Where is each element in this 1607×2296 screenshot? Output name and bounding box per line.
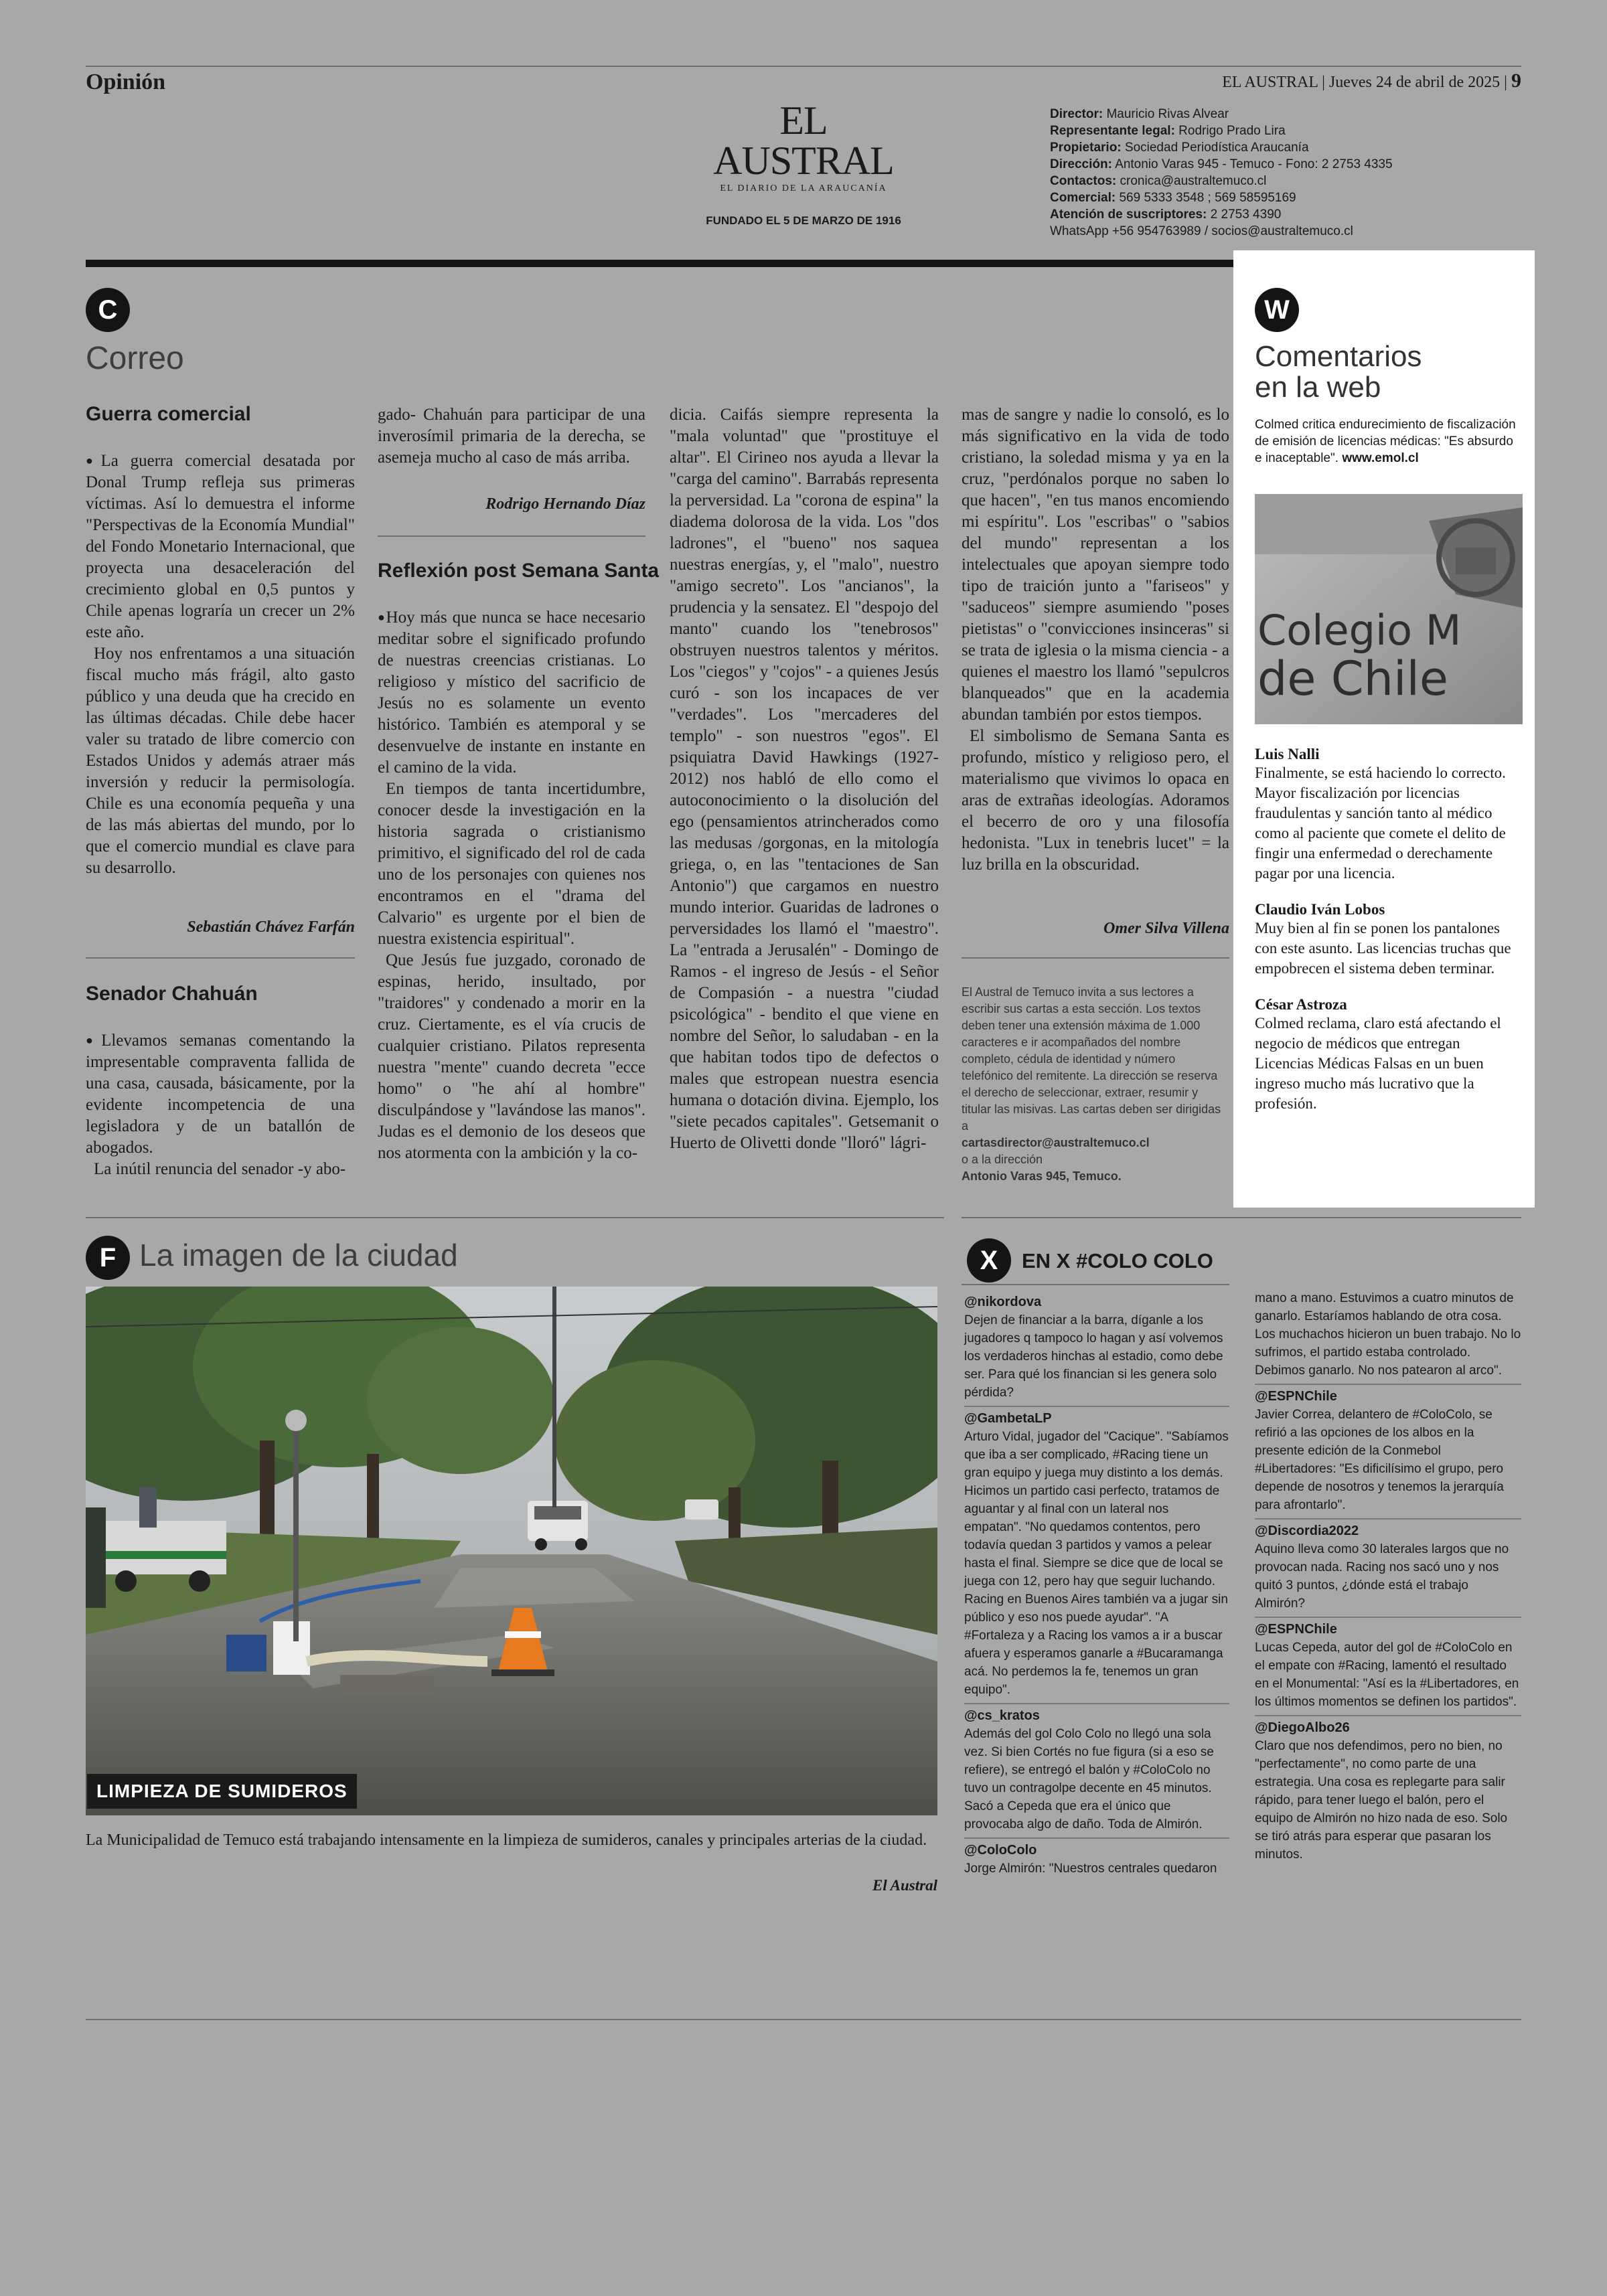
x-handle[interactable]: @cs_kratos	[964, 1708, 1040, 1723]
image-sign-line: de Chile	[1257, 651, 1448, 706]
commenter-name: Luis Nalli	[1255, 746, 1320, 762]
x-handle[interactable]: @Discordia2022	[1255, 1524, 1359, 1538]
letters-email[interactable]: cartasdirector@australtemuco.cl	[962, 1136, 1150, 1149]
founded-line: FUNDADO EL 5 DE MARZO DE 1916	[706, 214, 901, 227]
comment-text: Finalmente, se está haciendo lo correcto. Mayor fiscalización por licencias fraudulentas y sanción tanto al médico como al paciente que comete el delito de fingir una enfermedad o derechamente pagar por una licencia.	[1255, 764, 1506, 882]
web-badge-icon: W	[1255, 288, 1299, 332]
letter-signature: Sebastián Chávez Farfán	[187, 918, 355, 936]
city-title: La imagen de la ciudad	[139, 1238, 458, 1273]
paper-name-small: EL AUSTRAL	[1222, 74, 1318, 91]
staff-line: Atención de suscriptores: 2 2753 4390	[1050, 208, 1282, 222]
letter-heading: Guerra comercial	[86, 403, 251, 425]
city-badge-icon: F	[86, 1236, 130, 1280]
letter-heading: Senador Chahuán	[86, 983, 258, 1005]
x-post: Javier Correa, delantero de #ColoColo, se refirió a las opciones de los albos en la presente edición de la Conmebol #Libertadores: "Es dificilísimo el grupo, pero depende de nosotros y tenemos la jerarquía para afrontarlo".	[1255, 1408, 1504, 1512]
web-intro: Colmed critica endurecimiento de fiscalización de emisión de licencias médicas: "Es absurdo e inaceptable". www.emol.cl	[1255, 418, 1516, 465]
flooded-street-photo	[86, 1287, 937, 1815]
staff-line: Comercial: 569 5333 3548 ; 569 58595169	[1050, 191, 1296, 205]
x-handle[interactable]: @GambetaLP	[964, 1411, 1052, 1426]
x-handle[interactable]: @ESPNChile	[1255, 1622, 1337, 1637]
letter-body: gado- Chahuán para participar de una inverosímil primaria de la derecha, se asemeja mucho al caso de más arriba.	[378, 406, 645, 467]
staff-line: Dirección: Antonio Varas 945 - Temuco - Fono: 2 2753 4335	[1050, 157, 1393, 171]
footer-rule	[86, 2019, 1521, 2020]
comment-text: Colmed reclama, claro está afectando el negocio de médicos que entregan Licencias Médicas Falsas en un buen ingreso mucho más lucrativo que la profesión.	[1255, 1015, 1501, 1112]
letter-body: ● Hoy más que nunca se hace necesario meditar sobre el significado profundo de nuestras creencias cristianas. Lo religioso y místico del sacrificio de Jesús no es solamente un evento histórico. También es atemporal y se desenvuelve de instante en instante en el camino de la vida. En tiempos de tanta incertidumbre, conocer desde la investigación en la historia sagrada o cristianismo primitivo, el significado del rol de cada uno de los personajes con quienes nos encontramos en el "drama del Calvario" es urgente por el bien de nuestra existencia espiritual". Que Jesús fue juzgado, coronado de espinas, herido, insultado, por "traidores" y condenado a morir en la cruz. Ciertamente, es el vía crucis de cualquier cristiano. Pilatos representa nuestra "mente" cuando decreta "ecce homo" o "he ahí al hombre" disculpándose y "lavándose las manos". Judas es el demonio de los deseos que nos atormenta con la ambición y la co-	[378, 606, 645, 1164]
colmed-image	[1255, 494, 1523, 724]
x-post: Lucas Cepeda, autor del gol de #ColoColo en el empate con #Racing, lamentó el resultado en el Monumental: "Así es la #Libertadores, en los últimos momentos se definen los partidos".	[1255, 1641, 1519, 1709]
letter-body: mas de sangre y nadie lo consoló, es lo más significativo en la vida de todo cristiano, la soledad misma y ya en la cruz, "perdónalos porque no saben lo que hacen", "en tus manos encomiendo mi espíritu". Los "escribas" o "sabios del mundo" representan a los intelectuales que apoyan siempre todo tipo de traición junto a "fariseos" y "saduceos" siempre asumiendo "poses pietistas" o "convicciones insinceras" si se trata de iglesia o la misma ciencia - a quienes el maestro los llamó "sepulcros blanqueados" que en la academia abundan también por estos tiempos. El simbolismo de Semana Santa es profundo, místico y religioso pero, el materialismo que vivimos lo opaca en aras de extrañas ideologías. Adoramos el becerro de oro y una filosofía hedonista. "Lux in tenebris lucet" = la luz brilla en la obscuridad.	[962, 406, 1229, 874]
x-feed-col2	[1255, 1289, 1521, 1864]
x-post: Dejen de financiar a la barra, díganle a los jugadores q tampoco lo hagan y así volvemos los verdaderos hinchas al estadio, como debe ser. Para qué los financian si les genera solo pérdida?	[964, 1313, 1223, 1400]
photo-tag: LIMPIEZA DE SUMIDEROS	[87, 1774, 357, 1809]
letter-body: ● La guerra comercial desatada por Donal Trump refleja sus primeras víctimas. Así lo demuestra el informe "Perspectivas de la Economía Mundial" del Fondo Monetario Internacional, que proyecta una desaceleración del crecimiento global en 0,5 puntos y Chile apenas lograría un crecer un 2% este año. Hoy nos enfrentamos a una situación fiscal mucho más frágil, alto gasto público y una deuda que ha crecido en las últimas décadas. Chile debe hacer valer su tratado de libre comercio con Estados Unidos y además atraer más inversión y reducir la permisología. Chile es una economía pequeña y una de las más abiertas del mundo, por lo que el comercio mundial es clave para su desarrollo.	[86, 450, 355, 879]
comment-text: Muy bien al fin se ponen los pantalones con este asunto. Las licencias truchas que empobrecen el sistema deben terminar.	[1255, 920, 1511, 977]
staff-line: Contactos: cronica@australtemuco.cl	[1050, 174, 1267, 188]
photo-caption: La Municipalidad de Temuco está trabajando intensamente en la limpieza de sumideros, canales y principales arterias de la ciudad.	[86, 1831, 927, 1849]
web-comments	[1255, 734, 1523, 1114]
commenter-name: César Astroza	[1255, 996, 1347, 1013]
web-source-link[interactable]: www.emol.cl	[1342, 451, 1419, 465]
staff-line: Representante legal: Rodrigo Prado Lira	[1050, 124, 1286, 138]
staff-line: Director: Mauricio Rivas Alvear	[1050, 107, 1229, 121]
letter-body: dicia. Caifás siempre representa la "mala voluntad" que "prostituye el altar". El Cirineo nos ayuda a llevar la "carga del camino". Barrabás representa la perversidad. La "corona de espina" la diadema dolorosa de la vida. Los "dos ladrones", el "bueno" nos saquea nuestras energías, y, el "malo", nuestro "amigo secreto". Los "ancianos", la prudencia y la sensatez. El "despojo del manto" cuando los "tenebrosos" obstruyen nuestros talentos y méritos. Los "ciegos" y "cojos" - a quienes Jesús curó - son los incapaces de ver "verdades". Los "mercaderes del templo" - son nuestros "egos". El psiquiatra David Hawkings (1927-2012) nos habló de ello como el autoconocimiento o la disolución del ego (pensamientos atrincherados como las medusas /gorgonas, en la mitología griega, o, en las "tentaciones de San Antonio") que cargamos en nuestro mundo interior. Guaridas de ladrones o perversidades los llamó el "maestro". La "entrada a Jerusalén" - Domingo de Ramos - el ingreso de Jesús - el Señor de Compasión - a nuestra "ciudad psicológica" - bendito el que viene en nombre del Señor, lo saludaban - en la que habitan todos tipo de defectos o males que estropean nuestra esencia humana o dotación divina. Ejemplo, los "siete pecados capitales". Getsemanit o Huerto de Olivetti donde "lloró" lágri-	[670, 406, 939, 1152]
letter-signature: Omer Silva Villena	[1103, 920, 1229, 937]
staff-line: Propietario: Sociedad Periodística Araucanía	[1050, 141, 1309, 155]
section-name: Opinión	[86, 70, 166, 94]
x-post: Además del gol Colo Colo no llegó una sola vez. Si bien Cortés no fue figura (si a eso se refiere), se entregó el balón y #ColoColo no tuvo un contragolpe decente en 45 minutos. Sacó a Cepeda que era el único que provocaba algo de daño. Toda de Almirón.	[964, 1727, 1214, 1831]
staff-box	[1050, 106, 1532, 240]
letter-body: ● Llevamos semanas comentando la impresentable compraventa fallida de una casa, causada, básicamente, por la evidente incompetencia de una legisladora y de un batallón de abogados. La inútil renuncia del senador -y abo-	[86, 1030, 355, 1180]
image-sign-line: Colegio M	[1257, 606, 1462, 655]
date: | Jueves 24 de abril de 2025 |	[1322, 74, 1507, 91]
paper-tagline: EL DIARIO DE LA ARAUCANÍA	[720, 183, 887, 193]
x-handle[interactable]: @ColoColo	[964, 1843, 1037, 1858]
commenter-name: Claudio Iván Lobos	[1255, 901, 1385, 918]
x-handle[interactable]: @DiegoAlbo26	[1255, 1720, 1350, 1735]
letters-notice: El Austral de Temuco invita a sus lectores a escribir sus cartas a esta sección. Los textos deben tener una extensión máxima de 1.000 caracteres e ir acompañados del nombre completo, cédula de identidad y número telefónico del remitente. La dirección se reserva el derecho de seleccionar, extraer, resumir y titular las misivas. Las cartas deben ser dirigidas a cartasdirector@australtemuco.cl o a la dirección Antonio Varas 945, Temuco.	[962, 985, 1221, 1183]
staff-line: WhatsApp +56 954763989 / socios@australtemuco.cl	[1050, 224, 1353, 238]
x-post: Aquino lleva como 30 laterales largos que no provocan nada. Racing nos sacó uno y nos quitó 3 puntos, ¿dónde está el trabajo Almirón?	[1255, 1542, 1509, 1611]
x-post: Claro que nos defendimos, pero no bien, no "perfectamente", no como parte de una estrategia. Una cosa es replegarte para salir rápido, para tener luego el balón, pero el equipo de Almirón no hizo nada de eso. Solo se tiró atrás para esperar que pasaran los minutos.	[1255, 1739, 1508, 1862]
web-title: Comentarios	[1255, 340, 1422, 373]
correo-title: Correo	[86, 341, 184, 376]
masthead	[690, 100, 917, 228]
date-line	[1222, 70, 1521, 92]
x-feed-col1	[964, 1291, 1229, 1878]
letter-signature: Rodrigo Hernando Díaz	[485, 495, 645, 513]
correo-badge-icon: C	[86, 288, 130, 332]
page-number: 9	[1511, 70, 1521, 92]
x-post: Arturo Vidal, jugador del "Cacique". "Sabíamos que iba a ser complicado, #Racing tiene un gran equipo y juega muy distinto a los demás. Hicimos un partido casi perfecto, tratamos de aguantar y al final con un lateral nos empatan". "No quedamos contentos, pero todavía quedan 3 partidos y vamos a pelear hasta el final. Siempre se dice que de local se juega con 12, pero hay que seguir luchando. Racing en Buenos Aires también va a jugar sin público y eso nos puede ayudar". "A #Fortaleza y a Racing los vamos a ir a buscar afuera y esperamos ganarle a #Bucaramanga acá. No perdemos la fe, tenemos un gran equipo".	[964, 1430, 1229, 1697]
letter-heading: Reflexión post Semana Santa	[378, 560, 660, 582]
x-post: Jorge Almirón: "Nuestros centrales quedaron	[964, 1862, 1217, 1876]
web-comments-panel	[1233, 250, 1535, 1208]
x-handle[interactable]: @ESPNChile	[1255, 1389, 1337, 1404]
paper-logo: EL AUSTRAL	[713, 98, 894, 183]
x-badge-icon: X	[967, 1238, 1011, 1283]
x-post: mano a mano. Estuvimos a cuatro minutos de ganarlo. Estaríamos hablando de otra cosa. Los muchachos hicieron un buen trabajo. No lo sufrimos, el partido estaba controlado. Debimos ganarlo. No nos patearon al arco".	[1255, 1291, 1521, 1378]
photo-credit: El Austral	[872, 1877, 937, 1894]
x-handle[interactable]: @nikordova	[964, 1295, 1042, 1309]
x-feed-title: EN X #COLO COLO	[1022, 1249, 1213, 1273]
web-title: en la web	[1255, 371, 1381, 404]
